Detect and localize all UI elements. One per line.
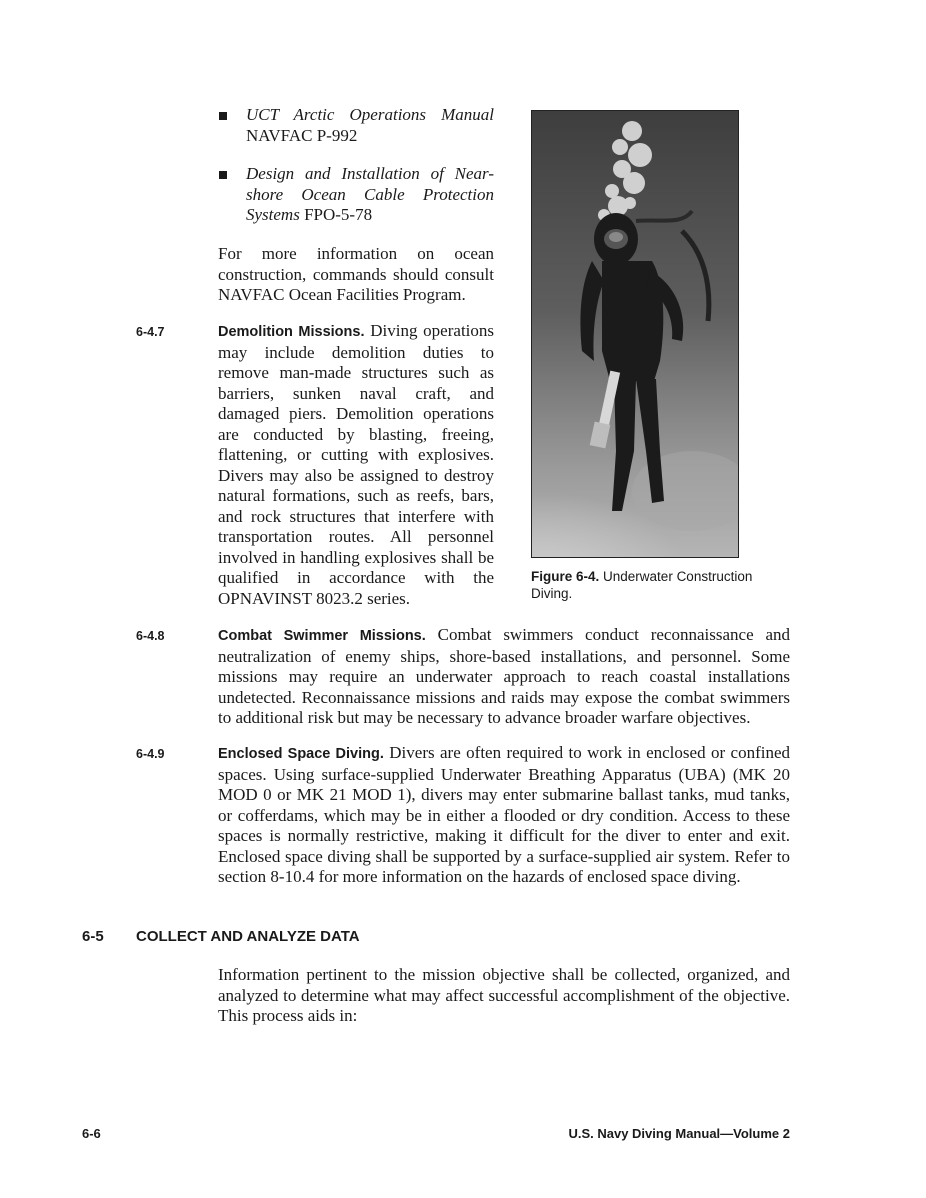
bullet-marker: [219, 112, 227, 120]
section-body: Combat swimmers conduct reconnaissance and neutralization of enemy ships, shore-based installations, and personnel. Some missions may require an underwater approach to reach coastal installations undetected. Reconnaissance missions and raids may expose the combat swimmers to additional risk but may be necessary to advance broader warfare objectives.: [218, 625, 791, 727]
diver-photo-illustration: [532, 111, 738, 557]
footer-manual-title: U.S. Navy Diving Manual—Volume 2: [568, 1126, 790, 1141]
bullet-marker: [219, 171, 227, 179]
bullet-ref: FPO-5-78: [304, 205, 373, 224]
figure-label: Figure 6-4.: [531, 569, 600, 584]
bullet-item: [246, 164, 494, 226]
chapter-section-number: 6-5: [82, 928, 104, 945]
section-body: Diving operations may include demolition duties to remove man-made structures such as barriers, sunken naval craft, and damaged piers. Demolition operations are conducted by blasting, freeing, flattening, or cutting with explosives. Divers may also be assigned to destroy natural formations, such as reefs, bars, and rock structures that interfere with transportation routes. All personnel involved in handling explosives shall be qualified in accordance with the OPNAVINST 8023.2 series.: [218, 321, 495, 608]
section-paragraph: [218, 743, 790, 888]
bullet-title: UCT Arctic Operations Manual: [246, 105, 494, 124]
bullet-item: [246, 105, 494, 146]
section-heading: Enclosed Space Diving.: [218, 746, 384, 762]
section-number: 6-4.8: [136, 629, 165, 643]
chapter-section-body: Information pertinent to the mission objective shall be collected, organized, and analyzed to determine what may affect successful accomplishment of the objective. This process aids in:: [218, 965, 790, 1025]
section-number: 6-4.7: [136, 325, 165, 339]
bullet-ref: NAVFAC P-992: [246, 125, 358, 145]
section-number: 6-4.9: [136, 747, 165, 761]
chapter-section-title: COLLECT AND ANALYZE DATA: [136, 928, 360, 945]
section-paragraph: [218, 625, 790, 729]
figure-photo-diver: [531, 110, 739, 558]
figure-caption: [531, 568, 791, 602]
figure-caption-text: Underwater Construction Diving.: [531, 569, 753, 601]
section-heading: Demolition Missions.: [218, 324, 365, 340]
footer-page-number: 6-6: [82, 1126, 101, 1141]
section-heading: Combat Swimmer Missions.: [218, 628, 426, 644]
section-paragraph: [218, 321, 494, 609]
intro-paragraph: For more information on ocean construction, commands should consult NAVFAC Ocean Facilities Program.: [218, 244, 494, 304]
bullet-title: Design and Installation of Near-shore Ocean Cable Protection Systems: [246, 164, 494, 224]
section-body: Divers are often required to work in enclosed or confined spaces. Using surface-supplied Underwater Breathing Apparatus (UBA) (MK 20 MOD 0 or MK 21 MOD 1), divers may enter submarine ballast tanks, mud tanks, or cofferdams, which may be in either a flooded or dry condition. Access to these spaces is normally restrictive, making it difficult for the diver to enter and exit. Enclosed space diving shall be supported by a surface-supplied air system. Refer to section 8-10.4 for more information on the hazards of enclosed space diving.: [218, 743, 791, 886]
